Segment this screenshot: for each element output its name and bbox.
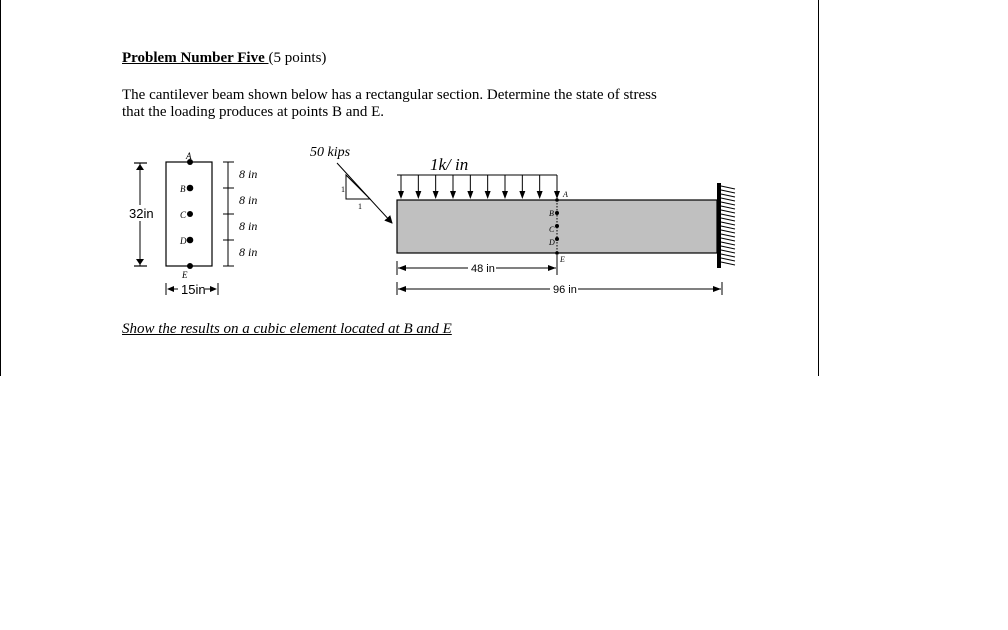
statement-line-2: that the loading produces at points B and E.	[122, 104, 385, 120]
spacing-label-3: 8 in	[239, 219, 258, 233]
support-hatch-line	[721, 190, 735, 193]
dim-48-label: 48 in	[471, 263, 495, 275]
distributed-load-label: 1k/ in	[430, 155, 469, 174]
beam-point-A-label: A	[563, 190, 568, 199]
load-arrow-head	[398, 191, 404, 199]
support-hatch-line	[721, 194, 735, 197]
beam-point-A-dot	[555, 198, 559, 202]
dim-96-label: 96 in	[553, 284, 577, 296]
support-hatch-line	[721, 214, 735, 217]
load-arrow-head	[467, 191, 473, 199]
load-arrow-head	[554, 191, 560, 199]
problem-points: (5 points)	[268, 50, 327, 66]
spacing-label-2: 8 in	[239, 193, 258, 207]
beam-point-D-label: D	[549, 238, 555, 247]
height-arrow-top	[136, 164, 144, 170]
section-point-D-label: D	[180, 236, 187, 246]
section-point-E-label: E	[182, 270, 188, 280]
spacing-label-1: 8 in	[239, 167, 258, 181]
beam-point-E-dot	[555, 251, 559, 255]
dim-48-arrow-right	[548, 265, 556, 271]
cross-section	[128, 151, 257, 297]
height-label: 32in	[129, 206, 154, 221]
support-hatch-line	[721, 222, 735, 225]
dim-96-arrow-right	[713, 286, 721, 292]
load-arrow-head	[415, 191, 421, 199]
support-hatch-line	[721, 226, 735, 229]
support-hatch-line	[721, 202, 735, 205]
section-point-D-dot	[187, 237, 194, 244]
slope-horizontal-label: 1	[358, 202, 362, 211]
section-point-E-dot	[187, 263, 193, 269]
section-point-C-dot	[187, 211, 193, 217]
beam-point-E-label: E	[560, 255, 565, 264]
width-arrow-right	[210, 286, 217, 292]
support-hatch-line	[721, 234, 735, 237]
support-hatch-line	[721, 258, 735, 261]
beam-point-D-dot	[555, 237, 559, 241]
support-hatch-line	[721, 246, 735, 249]
instruction-text: Show the results on a cubic element located at B and E	[122, 321, 452, 337]
section-point-B-label: B	[180, 184, 186, 194]
beam-point-C-dot	[555, 224, 559, 228]
slope-triangle	[346, 175, 370, 199]
support-hatch-line	[721, 230, 735, 233]
support-hatch-line	[721, 186, 735, 189]
load-arrow-head	[450, 191, 456, 199]
load-arrow-head	[537, 191, 543, 199]
point-load-label: 50 kips	[310, 145, 351, 160]
section-point-A-label: A	[186, 151, 192, 161]
statement-line-1: The cantilever beam shown below has a rectangular section. Determine the state of stress	[122, 87, 657, 103]
section-point-C-label: C	[180, 210, 187, 220]
height-arrow-bottom	[136, 259, 144, 265]
support-hatch-line	[721, 242, 735, 245]
dim-48-arrow-left	[398, 265, 406, 271]
support-hatch-line	[721, 250, 735, 253]
fixed-support-hatch	[721, 186, 735, 265]
load-arrow-head	[502, 191, 508, 199]
support-hatch-line	[721, 238, 735, 241]
spacing-label-4: 8 in	[239, 245, 258, 259]
distributed-load-arrows	[398, 175, 560, 199]
beam-point-B-dot	[555, 211, 559, 215]
problem-title: Problem Number Five	[122, 50, 269, 66]
section-point-B-dot	[187, 185, 194, 192]
dim-96-arrow-left	[398, 286, 406, 292]
width-label: 15in	[181, 282, 206, 297]
load-arrow-head	[433, 191, 439, 199]
load-arrow-head	[519, 191, 525, 199]
beam-diagram	[310, 145, 735, 296]
beam-point-C-label: C	[549, 225, 555, 234]
support-hatch-line	[721, 254, 735, 257]
beam-point-B-label: B	[549, 209, 554, 218]
support-hatch-line	[721, 198, 735, 201]
support-hatch-line	[721, 210, 735, 213]
support-hatch-line	[721, 218, 735, 221]
support-hatch-line	[721, 262, 735, 265]
load-arrow-head	[485, 191, 491, 199]
slope-vertical-label: 1	[341, 185, 345, 194]
support-hatch-line	[721, 206, 735, 209]
